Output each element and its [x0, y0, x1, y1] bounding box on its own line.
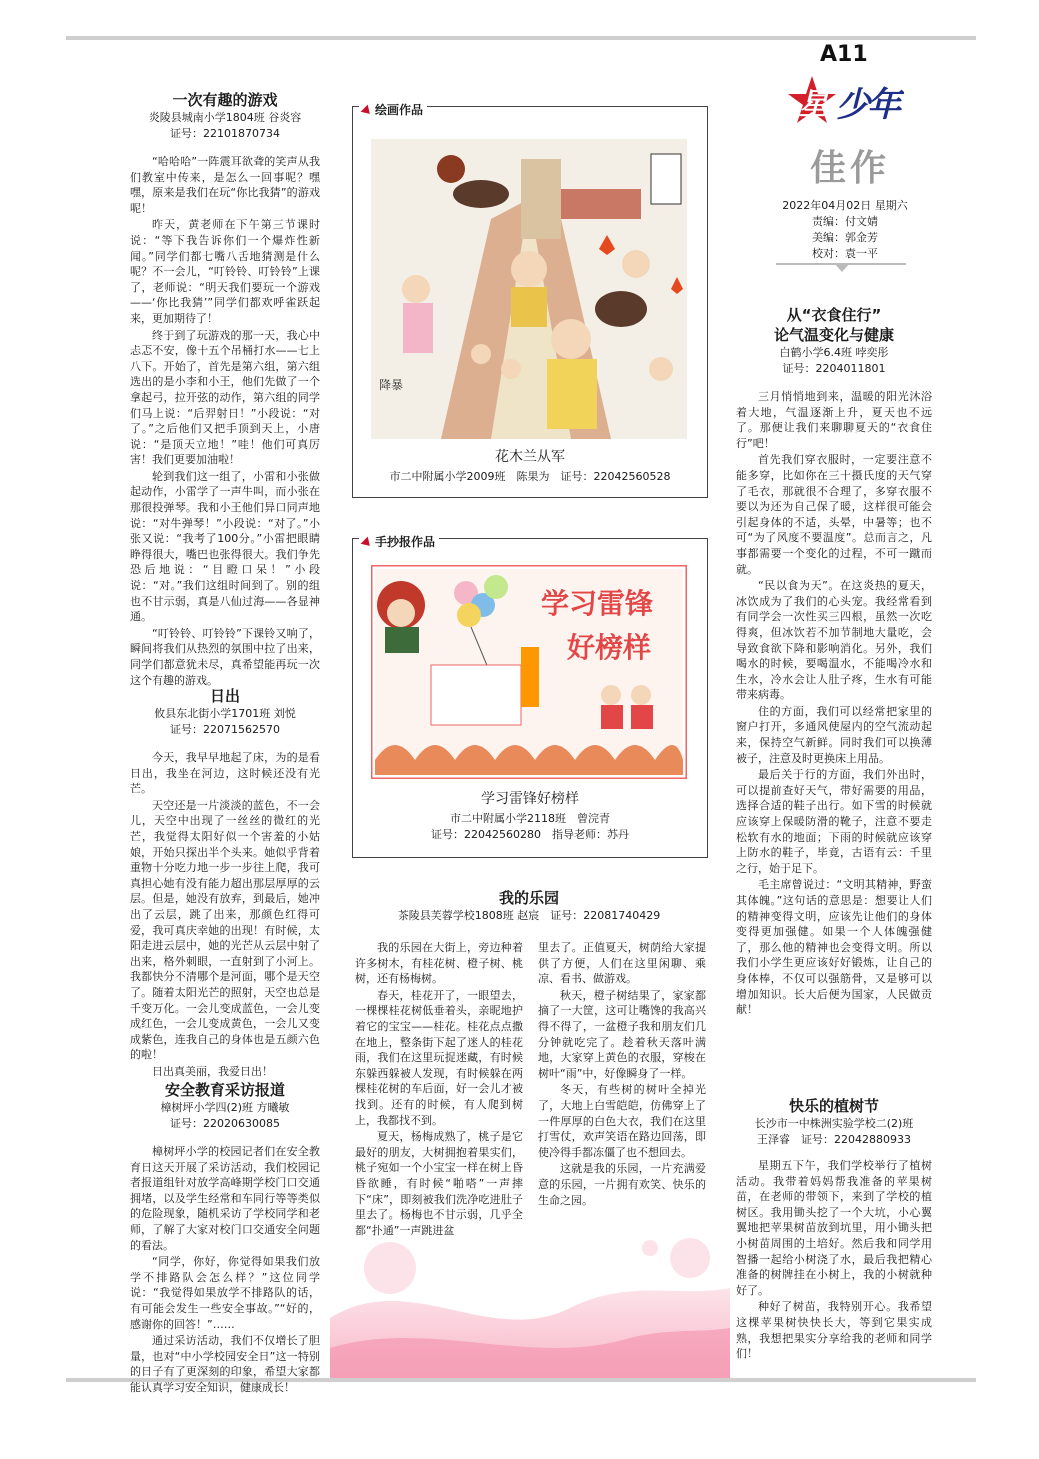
paragraph: 昨天，黄老师在下午第三节课时说：“等下我告诉你们一个爆炸性新闻。”同学们都七嘴八舌地猜测是什么呢？不一会儿，“叮铃铃、叮铃铃”上课了，老师说：“明天我们要玩一个游戏——‘你比我猜’”同学们都欢呼雀跃起来，更加期待了！ [130, 218, 320, 325]
pen-icon [361, 104, 374, 117]
article-my-paradise-col2 [538, 940, 706, 1209]
article-title: 我的乐园 [498, 889, 559, 907]
paragraph: 轮到我们这一组了，小雷和小张做起动作，小雷学了一声牛叫，而小张在那很投弹琴。我和小王他们异口同声地说：“对牛弹琴！”小段说：“对了。”小张又说：“我考了100分。”小雷把眼睛睁得很大，嘴巴也张得很大。我们争先恐后地说：“目瞪口呆！”小段说：“对。”我们这组时间到了。别的组也不甘示弱，真是八仙过海——各显神通。 [130, 469, 320, 624]
paragraph: 住的方面，我们可以经常把家里的窗户打开，多通风使屋内的空气流动起来，保持空气新鲜。同时我们可以换薄被子，注意及时更换床上用品。 [736, 704, 932, 765]
article-author: 茶陵县芙蓉学校1808班 赵宸 证号：22081740429 [397, 909, 661, 922]
svg-text:少年: 少年 [836, 85, 898, 125]
chevron-down-icon [834, 263, 850, 273]
article-title: 日出 [209, 687, 240, 705]
proof-credit: 校对：袁一平 [812, 247, 878, 260]
article-my-paradise [352, 888, 706, 924]
paragraph: 樟树坪小学的校园记者们在安全教育日这天开展了采访活动，我们校园记者报道组针对放学高峰期学校门口交通拥堵，以及学生经常和车同行等等类似的危险现象，随机采访了学校同学和老师，了解了大家对校门口交通安全问题的看法。 [130, 1145, 320, 1252]
article-cert: 证号：22020630085 [170, 1117, 280, 1130]
paragraph: 今天，我早早地起了床，为的是看日出，我坐在河边，这时候还没有光芒。 [130, 751, 320, 796]
article-temperature-health [736, 305, 932, 1019]
article-author: 炎陵县城南小学1804班 谷炎容 [148, 111, 302, 124]
article-author: 白鹤小学6.4班 哱奕彤 [779, 346, 889, 359]
issue-date: 2022年04月02日 星期六 [782, 199, 908, 212]
paragraph: 夏天，杨梅成熟了，桃子是它最好的朋友，大树拥抱着果实们，桃子宛如一个小宝宝一样在树上昏昏欲睡，有时候“啪嗒”一声摔下“床”，即刻被我们洗净吃进肚子里去了。杨梅也不甘示弱，几乎全都“扑通”一声跳进盆 [355, 1130, 523, 1237]
article-title: 安全教育采访报道 [164, 1081, 285, 1099]
article-title: 一次有趣的游戏 [172, 91, 278, 109]
page-number: A11 [820, 42, 868, 67]
article-my-paradise-col1 [355, 940, 523, 1239]
paragraph: 这就是我的乐园，一片充满爱意的乐园，一片拥有欢笑、快乐的生命之园。 [538, 1162, 706, 1207]
decorative-banner [330, 1228, 730, 1378]
paragraph: 里去了。正值夏天，树荫给大家提供了方便，人们在这里闲聊、乘凉、看书、做游戏。 [538, 941, 706, 986]
article-title: 快乐的植树节 [788, 1097, 879, 1115]
brand-logo [786, 74, 904, 137]
article-body [130, 1144, 320, 1396]
paragraph: 冬天，有些树的树叶全掉光了，大地上白雪皑皑，仿佛穿上了一件厚厚的白色大衣，我们在这里打雪仗，欢声笑语在路边回荡，即使冷得手都冻僵了也不想回去。 [538, 1083, 706, 1159]
poster-line2: 好榜样 [567, 631, 652, 664]
issue-meta [770, 198, 920, 262]
article-safety-report [130, 1080, 320, 1397]
painting-tag [359, 101, 427, 118]
article-author: 攸县东北街小学1701班 刘悦 [154, 707, 296, 720]
painting-credit: 市二中附属小学2009班 陈果为 证号：22042560528 [389, 470, 671, 483]
article-interesting-game [130, 90, 320, 689]
paragraph: 毛主席曾说过：“文明其精神，野蛮其体魄。”这句话的意思是：想要让人们的精神变得文明，应该先让他们的身体变得更加强健。如果一个人体魄强健了，那么他的精神也会变得文明。所以我们小学生更应该好好锻炼，让自己的身体棒，不仅可以强筋骨，又是够可以增加知识。长大后便为国家，人民做贡献！ [736, 878, 932, 1017]
tag-label: 手抄报作品 [375, 535, 436, 549]
paragraph: 通过采访活动，我们不仅增长了胆量，也对“中小学校园安全日”这一特别的日子有了更深刻的印象，希望大家都能认真学习安全知识，健康成长！ [130, 1334, 320, 1394]
painting-title: 花木兰从军 [495, 449, 565, 465]
paragraph: 最后关于行的方面，我们外出时，可以提前查好天气，带好需要的用品，选择合适的鞋子出行。如下雪的时候就应该穿上保暖防滑的靴子，注意不要走松软有水的地面；下雨的时候就应该穿上防水的鞋子，毕竟，古语有云：千里之行，始于足下。 [736, 768, 932, 875]
article-body [736, 1158, 932, 1362]
tag-label: 绘画作品 [375, 103, 424, 117]
handbook-credit-1: 市二中附属小学2118班 曾浣青 [450, 812, 610, 825]
article-title-line1: 从“衣食住行” [786, 306, 882, 324]
paragraph: 日出真美丽，我爱日出！ [152, 1064, 273, 1078]
article-author: 樟树坪小学四(2)班 方曦敏 [160, 1101, 290, 1114]
handbook-box [352, 535, 708, 858]
article-author: 长沙市一中株洲实验学校二(2)班 [754, 1117, 914, 1130]
handbook-image [371, 565, 687, 779]
handbook-tag [359, 533, 439, 550]
pen-icon [361, 536, 374, 549]
svg-text:星: 星 [798, 87, 826, 122]
article-sunrise [130, 686, 320, 1080]
article-cert: 证号：22071562570 [170, 723, 280, 736]
article-cert: 证号：22101870734 [170, 127, 280, 140]
paragraph: 星期五下午，我们学校举行了植树活动。我带着妈妈帮我准备的苹果树苗，在老师的带领下，来到了学校的植树区。我用锄头挖了一个大坑，小心翼翼地把苹果树苗放到坑里，用小锄头把小树苗周围的土培好。然后我和同学用智播一起给小树浇了水，最后我把精心准备的树牌挂在小树上，我的小树就种好了。 [736, 1159, 932, 1297]
article-body [130, 750, 320, 1079]
section-title: 佳作 [810, 147, 891, 189]
paragraph: “民以食为天”。在这炎热的夏天，冰饮成为了我们的心头宠。我经常看到有同学会一次性买三四根，虽然一次吃得爽，但冰饮若不加节制地大量吃，会导致食欲下降和影响消化。另外，我们喝水的时候，要喝温水，不能喝冷水和生水，冷水会让人肚子疼，生水有可能带来病毒。 [736, 579, 932, 702]
paragraph: 首先我们穿衣服时，一定要注意不能多穿，比如你在三十摄氏度的天气穿了毛衣，那就很不合理了，多穿衣服不要以为还为自己保了暖，这样很可能会引起身体的不适，头晕，中暑等；也不可“为了风度不要温度”。总而言之，凡事都需要一个变化的过程，不可一蹴而就。 [736, 453, 932, 576]
masthead [770, 40, 910, 270]
handbook-title: 学习雷锋好榜样 [481, 791, 579, 807]
article-title-line2: 论气温变化与健康 [773, 326, 894, 344]
painting-image [371, 139, 687, 439]
paragraph: 终于到了玩游戏的那一天，我心中忐忑不安，像十五个吊桶打水——七上八下。开始了，首先是第六组，第六组选出的是小李和小王，他们先做了一个拿起弓，拉开弦的动作，第六组的同学们马上说：“后羿射日！”小段说：“对了。”之后他们又把手顶到天上，小唐说：“是顶天立地！”哇！他们可真厉害！我们更要加油啦！ [130, 328, 320, 467]
article-cert: 证号：2204011801 [782, 362, 886, 375]
paragraph: 我的乐园在大街上，旁边种着许多树木，有桂花树、橙子树、桃树，还有杨梅树。 [355, 941, 523, 986]
poster-line1: 学习雷锋 [541, 587, 654, 620]
article-body [130, 154, 320, 688]
paragraph: 秋天，橙子树结果了，家家都摘了一大筐，这可让嘴馋的我高兴得不得了，一盆橙子我和朋友们几分钟就吃完了。趁着秋天落叶满地，大家穿上黄色的衣服，穿梭在树叶“雨”中，好像瞬身了一样。 [538, 988, 706, 1080]
paragraph: “哈哈哈”一阵震耳欲聋的笑声从我们教室中传来，是怎么一回事呢？嘿嘿，原来是我们在玩“你比我猜”的游戏呢！ [130, 155, 320, 215]
painting-signature: 降暴 [379, 378, 404, 392]
paragraph: 三月悄悄地到来，温暖的阳光沐浴着大地，气温逐渐上升，夏天也不远了。那便让我们来聊聊夏天的“衣食住行”吧！ [736, 390, 932, 450]
paragraph: 天空还是一片淡淡的蓝色，不一会儿，天空中出现了一丝丝的微红的光芒，我觉得太阳好似一个害羞的小姑娘，开始只探出半个头来。她似乎背着重物十分吃力地一步一步往上爬，我可真担心她有没有能力超出那层厚厚的云层。但是，她没有放弃，到最后，她冲出了云层，跳了出来，那颜色红得可爱，我可真庆幸她的出现！有时候，太阳走进云层中，她的光芒从云层中射了出来，格外刺眼，一直射到了小河上。我都快分不清哪个是河面，哪个是天空了。随着太阳光芒的照射，天空也总是千变万化。一会儿变成蓝色，一会儿变成红色，一会儿变成黄色，一会儿又变成紫色，连我自己的身体也是五颜六色的啦！ [130, 798, 320, 1062]
paragraph: 春天，桂花开了，一眼望去，一棵棵桂花树低垂着头，亲昵地护着它的宝宝——桂花。桂花点点撒在地上，整条街下起了迷人的桂花雨，我们在这里玩捉迷藏，有时候东躲西躲被人发现，有时候躲在两棵桂花树的车后面，好一会儿才被找到。还有的时候，有人爬到树上，我都找不到。 [355, 988, 523, 1127]
painting-box [352, 103, 708, 498]
article-tree-planting [736, 1096, 932, 1363]
editor-credit: 责编：付文婧 [812, 215, 878, 228]
paragraph: 种好了树苗，我特别开心。我希望这棵苹果树快快长大，等到它果实成熟，我想把果实分享给我的老师和同学们！ [736, 1300, 932, 1361]
designer-credit: 美编：郭金芳 [812, 231, 878, 244]
star-logo-icon [786, 74, 904, 128]
handbook-credit-2: 证号：22042560280 指导老师：苏丹 [431, 828, 629, 841]
article-cert: 王泽睿 证号：22042880933 [757, 1133, 911, 1146]
paragraph: “叮铃铃、叮铃铃”下课铃又响了，瞬间将我们从热烈的氛围中拉了出来，同学们都意犹未尽，真希望能再玩一次这个有趣的游戏。 [130, 626, 320, 687]
article-body [736, 389, 932, 1018]
paragraph: “同学，你好，你觉得如果我们放学不排路队会怎么样？”这位同学说：“我觉得如果放学不排路队的话，有可能会发生一些安全事故。”“好的，感谢你的回答！”…… [130, 1255, 320, 1331]
